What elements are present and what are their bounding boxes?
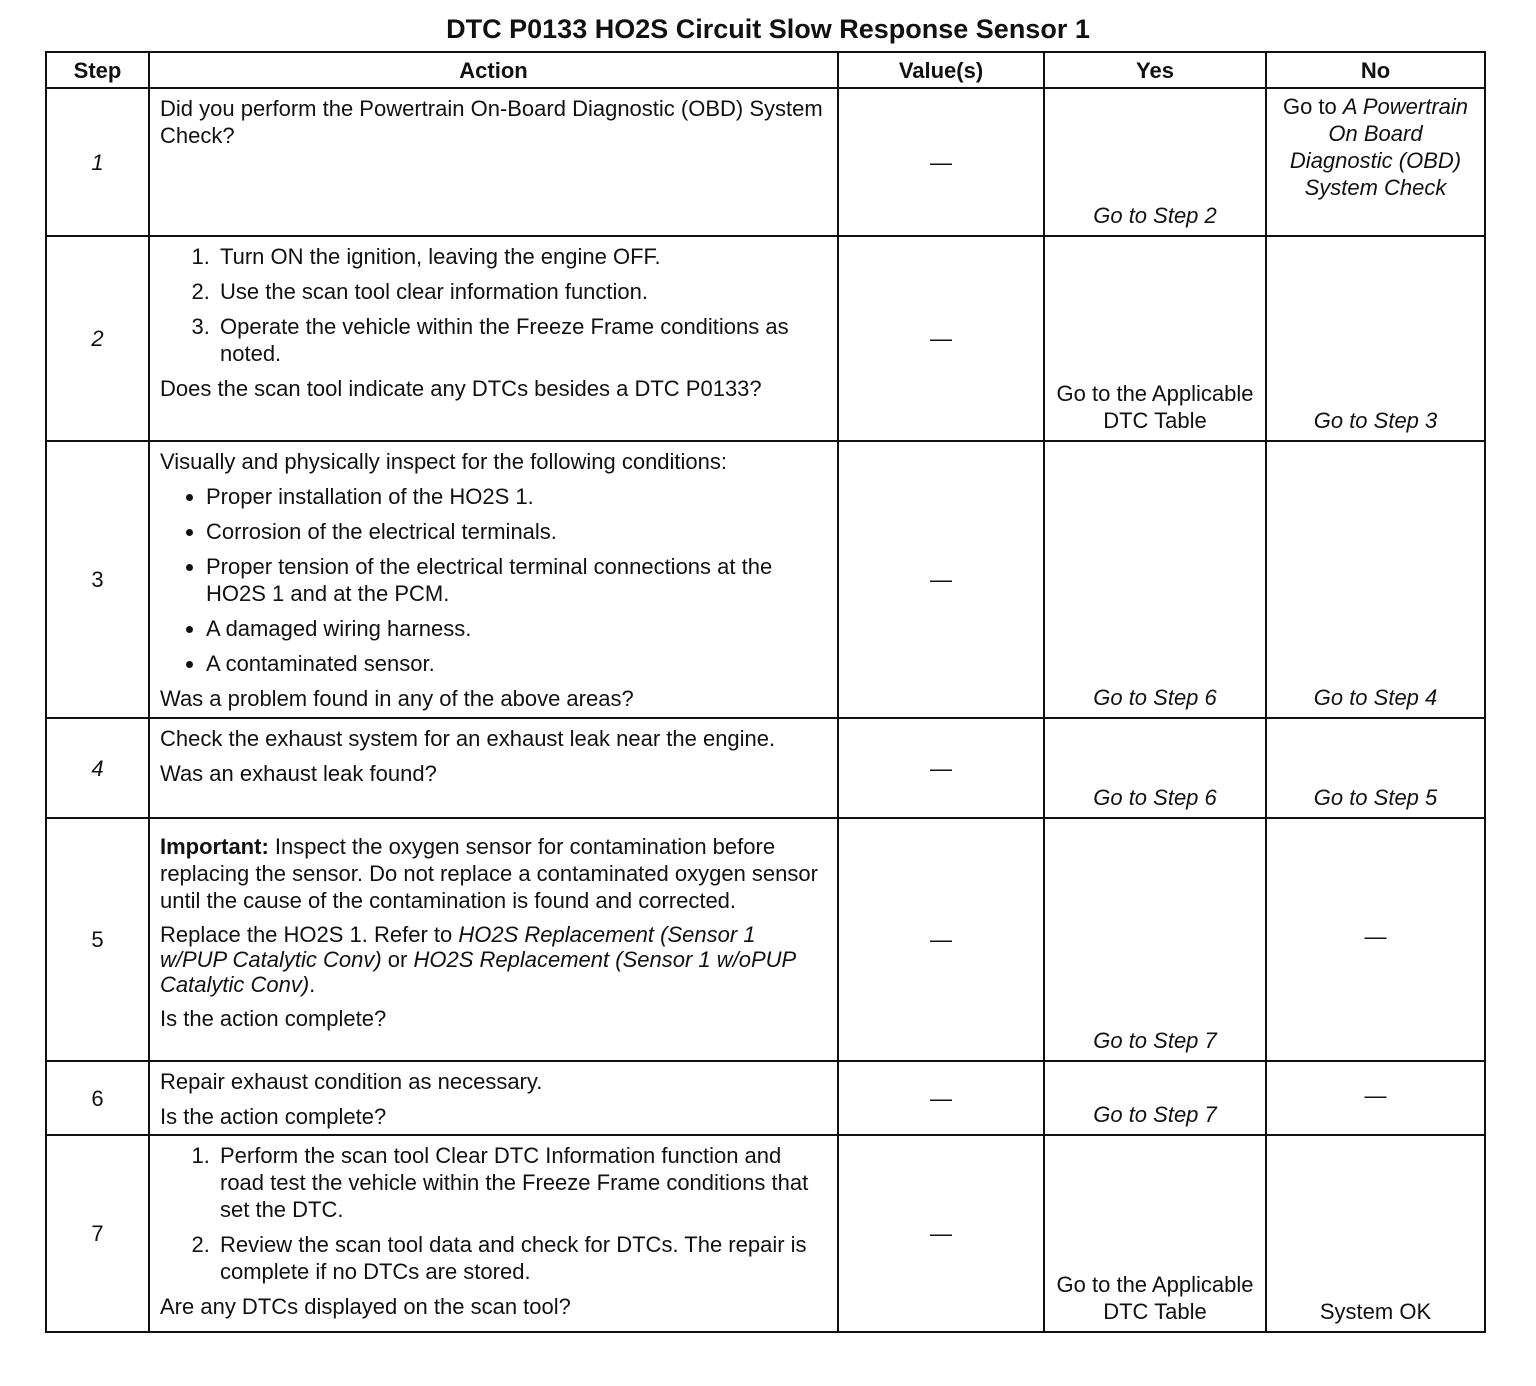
bullet-list xyxy=(160,483,827,677)
table-row xyxy=(46,1061,1485,1135)
no-cell: Go to Step 4 xyxy=(1266,441,1485,718)
important-label: Important: xyxy=(160,834,269,859)
header-step: Step xyxy=(46,52,149,88)
step-number: 6 xyxy=(46,1061,149,1135)
diagnostic-table xyxy=(45,51,1486,1333)
table-row xyxy=(46,236,1485,441)
important-note xyxy=(160,833,827,914)
action-cell xyxy=(149,1061,838,1135)
value-cell: — xyxy=(838,818,1044,1061)
step-number: 7 xyxy=(46,1135,149,1332)
list-item: 2. Use the scan tool clear information function. xyxy=(216,278,827,305)
value-cell: — xyxy=(838,1135,1044,1332)
numbered-list xyxy=(160,243,827,367)
question: Was an exhaust leak found? xyxy=(160,761,437,786)
header-yes: Yes xyxy=(1044,52,1266,88)
step-number: 5 xyxy=(46,818,149,1061)
list-item: • Proper tension of the electrical terminal connections at the HO2S 1 and at the PCM. xyxy=(206,553,827,607)
text: Replace the HO2S 1. Refer to xyxy=(160,922,459,947)
numbered-list xyxy=(160,1142,827,1285)
replace-instruction xyxy=(160,922,827,997)
step-number: 3 xyxy=(46,441,149,718)
question: Did you perform the Powertrain On-Board Diagnostic (OBD) System Check? xyxy=(160,96,823,148)
list-item: • A damaged wiring harness. xyxy=(206,615,827,642)
intro: Check the exhaust system for an exhaust leak near the engine. xyxy=(160,726,776,751)
table-row xyxy=(46,1135,1485,1332)
action-cell xyxy=(149,1135,838,1332)
important-text: Inspect the oxygen sensor for contamination before replacing the sensor. Do not replace a contaminated oxygen sensor until the cause of the contamination is found and corrected. xyxy=(160,834,818,913)
list-item: 3. Operate the vehicle within the Freeze Frame conditions as noted. xyxy=(216,313,827,367)
yes-cell: Go to Step 7 xyxy=(1044,1061,1266,1135)
table-row xyxy=(46,818,1485,1061)
value-cell: — xyxy=(838,1061,1044,1135)
header-row xyxy=(46,52,1485,88)
value-cell: — xyxy=(838,718,1044,818)
yes-cell: Go to the Applicable DTC Table xyxy=(1044,1135,1266,1332)
no-cell: System OK xyxy=(1266,1135,1485,1332)
no-cell: Go to Step 3 xyxy=(1266,236,1485,441)
step-number: 4 xyxy=(46,718,149,818)
yes-cell: Go to Step 2 xyxy=(1044,88,1266,236)
list-item: 2. Review the scan tool data and check for DTCs. The repair is complete if no DTCs are stored. xyxy=(216,1231,827,1285)
value-cell: — xyxy=(838,88,1044,236)
no-cell xyxy=(1266,88,1485,236)
page-title: DTC P0133 HO2S Circuit Slow Response Sensor 1 xyxy=(446,14,1090,44)
no-cell: Go to Step 5 xyxy=(1266,718,1485,818)
step-number: 2 xyxy=(46,236,149,441)
list-item: 1. Perform the scan tool Clear DTC Information function and road test the vehicle within the Freeze Frame conditions that set the DTC. xyxy=(216,1142,827,1223)
action-cell xyxy=(149,818,838,1061)
no-cell: — xyxy=(1266,1061,1485,1135)
yes-cell: Go to the Applicable DTC Table xyxy=(1044,236,1266,441)
question: Is the action complete? xyxy=(160,1104,387,1129)
yes-cell: Go to Step 6 xyxy=(1044,718,1266,818)
yes-cell: Go to Step 6 xyxy=(1044,441,1266,718)
action-cell xyxy=(149,441,838,718)
table-row xyxy=(46,441,1485,718)
action-cell xyxy=(149,88,838,236)
list-item: 1. Turn ON the ignition, leaving the engine OFF. xyxy=(216,243,827,270)
question: Are any DTCs displayed on the scan tool? xyxy=(160,1294,571,1319)
text: or xyxy=(381,947,414,972)
yes-cell: Go to Step 7 xyxy=(1044,818,1266,1061)
header-values: Value(s) xyxy=(838,52,1044,88)
table-row xyxy=(46,88,1485,236)
table-row xyxy=(46,718,1485,818)
no-cell: — xyxy=(1266,818,1485,1061)
step-number: 1 xyxy=(46,88,149,236)
action-cell xyxy=(149,718,838,818)
header-action: Action xyxy=(149,52,838,88)
list-item: • Proper installation of the HO2S 1. xyxy=(206,483,827,510)
list-item: • Corrosion of the electrical terminals. xyxy=(206,518,827,545)
action-cell xyxy=(149,236,838,441)
question: Was a problem found in any of the above areas? xyxy=(160,686,634,711)
value-cell: — xyxy=(838,441,1044,718)
reference-link[interactable]: HO2S Replacement (Sensor 1 w/oPUP Catalytic Conv) xyxy=(160,947,796,997)
no-reference: A Powertrain On Board Diagnostic (OBD) System Check xyxy=(1289,94,1469,200)
reference-link[interactable]: HO2S Replacement (Sensor 1 w/PUP Catalytic Conv) xyxy=(160,922,756,972)
header-no: No xyxy=(1266,52,1485,88)
no-prefix: Go to xyxy=(1282,94,1343,119)
question: Is the action complete? xyxy=(160,1006,387,1031)
text: . xyxy=(309,972,316,997)
list-item: • A contaminated sensor. xyxy=(206,650,827,677)
value-cell: — xyxy=(838,236,1044,441)
intro: Repair exhaust condition as necessary. xyxy=(160,1069,543,1094)
question: Does the scan tool indicate any DTCs besides a DTC P0133? xyxy=(160,376,762,401)
intro: Visually and physically inspect for the following conditions: xyxy=(160,449,728,474)
